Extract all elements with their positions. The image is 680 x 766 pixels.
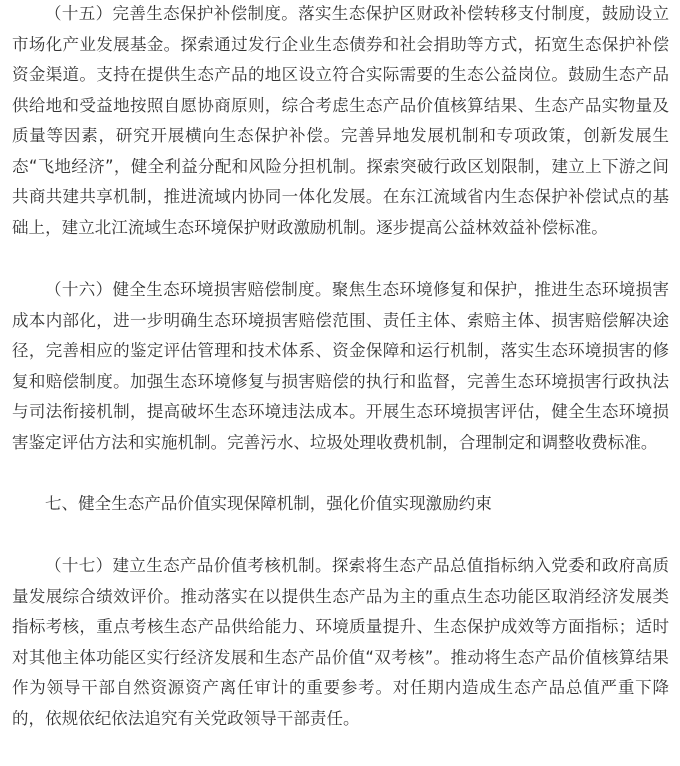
- paragraph-16: （十六）健全生态环境损害赔偿制度。聚焦生态环境修复和保护，推进生态环境损害成本内部化，进一步明确生态环境损害赔偿范围、责任主体、索赔主体、损害赔偿解决途径，完善相应的鉴定评估管理和技术体系、资金保障和运行机制，落实生态环境损害的修复和赔偿制度。加强生态环境修复与损害赔偿的执行和监督，完善生态环境损害行政执法与司法衔接机制，提高破坏生态环境违法成本。开展生态环境损害评估，健全生态环境损害鉴定评估方法和实施机制。完善污水、垃圾处理收费机制，合理制定和调整收费标准。: [12, 280, 669, 452]
- paragraph-17: （十七）建立生态产品价值考核机制。探索将生态产品总值指标纳入党委和政府高质量发展综合绩效评价。推动落实在以提供生态产品为主的重点生态功能区取消经济发展类指标考核，重点考核生态产品供给能力、环境质量提升、生态保护成效等方面指标；适时对其他主体功能区实行经济发展和生态产品价值“双考核”。推动将生态产品价值核算结果作为领导干部自然资源资产离任审计的重要参考。对任期内造成生态产品总值严重下降的，依规依纪依法追究有关党政领导干部责任。: [12, 556, 669, 728]
- section-heading-7: 七、健全生态产品价值实现保障机制，强化价值实现激励约束: [45, 494, 492, 513]
- paragraph-15: （十五）完善生态保护补偿制度。落实生态保护区财政补偿转移支付制度，鼓励设立市场化产业发展基金。探索通过发行企业生态债券和社会捐助等方式，拓宽生态保护补偿资金渠道。支持在提供生态产品的地区设立符合实际需要的生态公益岗位。鼓励生态产品供给地和受益地按照自愿协商原则，综合考虑生态产品价值核算结果、生态产品实物量及质量等因素，研究开展横向生态保护补偿。完善异地发展机制和专项政策，创新发展生态“飞地经济”，健全利益分配和风险分担机制。探索突破行政区划限制，建立上下游之间共商共建共享机制，推进流域内协同一体化发展。在东江流域省内生态保护补偿试点的基础上，建立北江流域生态环境保护财政激励机制。逐步提高公益林效益补偿标准。: [12, 4, 669, 237]
